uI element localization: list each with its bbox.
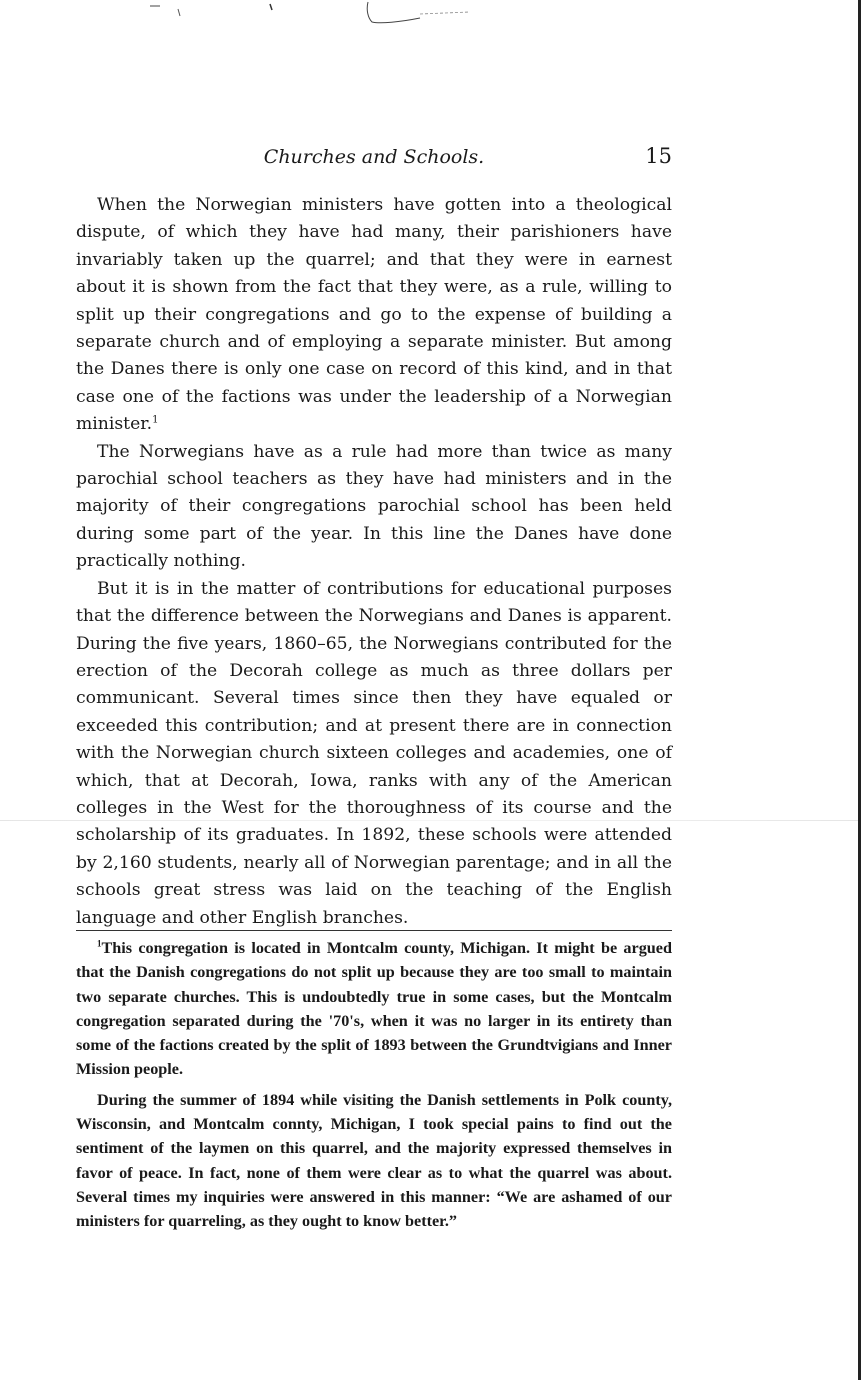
footnote-divider xyxy=(76,930,672,931)
scan-crease-line xyxy=(0,820,861,821)
footnote-marker: 1 xyxy=(97,938,102,949)
body-paragraph: The Norwegians have as a rule had more than twice as many parochial school teachers as they have had ministers and in the majority of their congregations parochial school has been held during some part of the year. In this line the Danes have done practically nothing. xyxy=(76,441,672,572)
footnotes xyxy=(76,936,672,1234)
running-header xyxy=(76,144,672,174)
body-paragraph: But it is in the matter of contributions for educational purposes that the difference between the Norwegians and Danes is apparent. During the five years, 1860–65, the Norwegians contributed for the erection of the Decorah college as much as three dollars per communicant. Several times since then they have equaled or exceeded this contribution; and at present there are in connection with the Norwegian church sixteen colleges and academies, one of which, that at Decorah, Iowa, ranks with any of the American colleges in the West for the thoroughness of its course and the scholarship of its graduates. In 1892, these schools were attended by 2,160 students, nearly all of Norwegian parentage; and in all the schools great stress was laid on the teaching of the English language and other English branches. xyxy=(76,578,672,928)
footnote-paragraph: During the summer of 1894 while visiting the Danish settlements in Polk county, Wisconsin, and Montcalm connty, Michigan, I took special pains to find out the sentiment of the laymen on this quarrel, and the majority expressed themselves in favor of peace. In fact, none of them were clear as to what the quarrel was about. Several times my inquiries were answered in this manner: “We are ashamed of our ministers for quarreling, as they ought to know better.” xyxy=(76,1090,672,1231)
scan-artifact-marks xyxy=(0,0,861,40)
footnote-paragraph: $^1$This congregation is located in Montcalm county, Michigan. It might be argued that the Danish congregations do not split up because they are too small to maintain two separate churches. This is undoubtedly true in some cases, but the Montcalm congregation separated during the '70's, when it was no larger in its entirety than some of the factions created by the split of 1893 between the Grundtvigians and Inner Mission people. xyxy=(76,938,672,1079)
page-number: 15 xyxy=(645,144,672,168)
footnote-reference: 1 xyxy=(152,414,159,426)
body-paragraph: When the Norwegian ministers have gotten into a theological dispute, of which they have had many, their parishioners have invariably taken up the quarrel; and that they were in earnest about it is shown from the fact that they were, as a rule, willing to split up their congregations and go to the expense of building a separate church and of employing a separate minister. But among the Danes there is only one case on record of this kind, and in that case one of the factions was under the leadership of a Norwegian minister.$^1$ xyxy=(76,195,672,435)
running-title: Churches and Schools. xyxy=(263,146,485,168)
